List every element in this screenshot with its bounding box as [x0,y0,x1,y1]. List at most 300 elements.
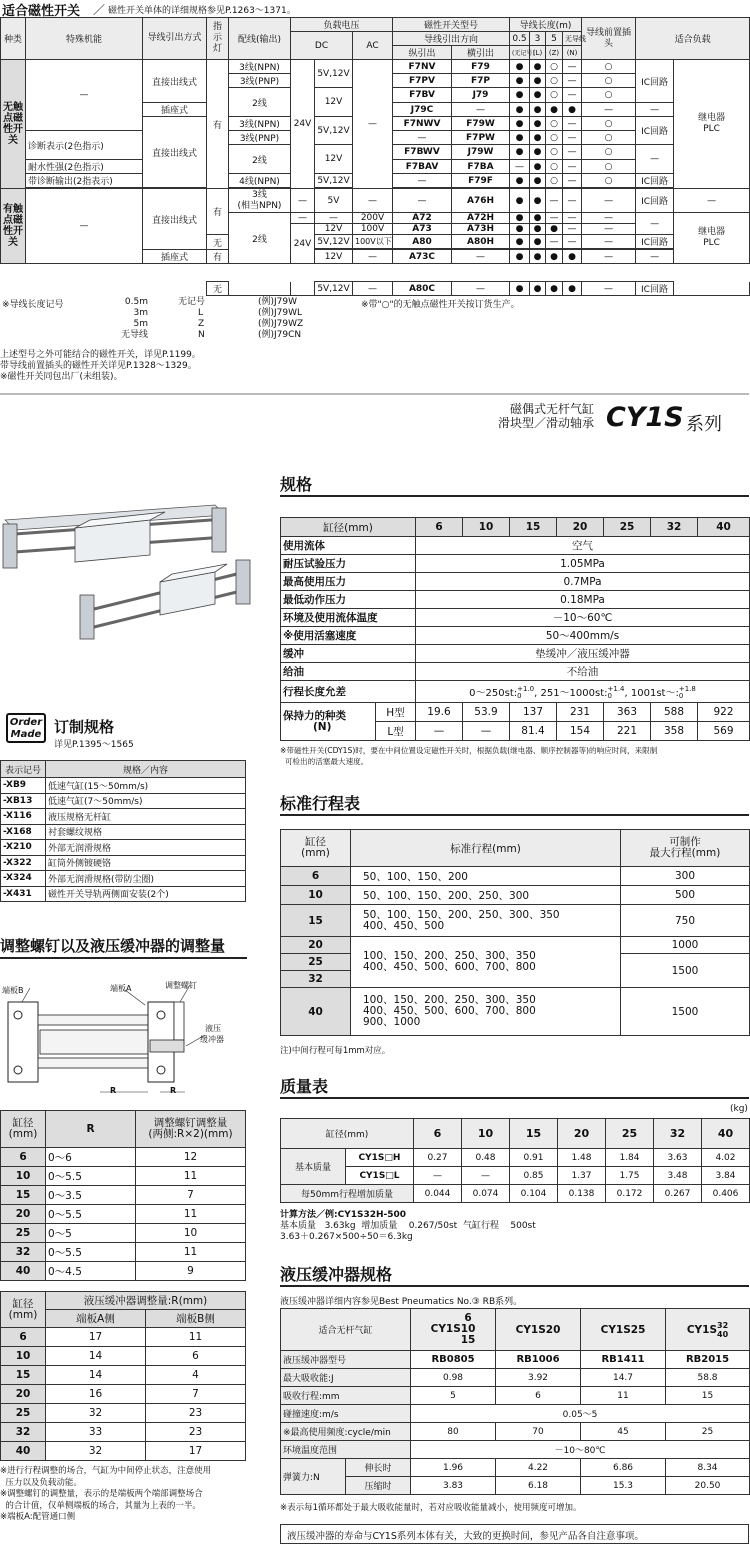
label-plate-b: 端板B [2,986,24,995]
shock-temp-label: 环境温度范围 [281,1441,411,1459]
feature-none-1: — [26,60,143,131]
load-dash: — [674,189,750,213]
wiring-3eq [229,189,291,213]
mark: ○ [546,60,563,74]
series-header [470,402,749,442]
mass-add: 0.406 [702,1185,750,1203]
t2-val-a: 14 [46,1366,146,1385]
th-lead: 导线引出方式 [143,18,207,60]
volt-100less: 100V以下 [353,235,393,249]
mass-bore: 32 [654,1119,702,1149]
stroke-list: 50、100、150、200 [351,867,621,886]
shock-cyl-a-main: CY1S10 [430,1323,476,1335]
mark: — [563,160,582,174]
t2-val-a: 33 [46,1423,146,1442]
th-l5: 5 [546,32,563,46]
volt-24-2: 24V [291,224,315,264]
volt-100: 100V [353,224,393,235]
th-lead-length: 导线长度(m) [510,18,582,32]
wiring-4npn: 4线(NPN) [229,174,291,188]
stroke-table [280,829,750,1036]
spec-l: 569 [698,722,750,741]
conn: — [582,282,636,296]
mark: — [563,117,582,131]
spec-bore-label: 缸径(mm) [281,518,416,537]
volt-12-2: 12V [315,145,353,174]
spec-l: — [463,722,510,741]
mark: ● [510,174,530,188]
t1-r: 0～5.5 [46,1167,136,1186]
load-relay: 继电器 [698,113,726,123]
spec-h: 19.6 [416,703,463,722]
stroke-max: 1500 [621,988,750,1036]
model-A72H: A72H [452,213,510,224]
order-col1: 表示记号 [1,761,46,778]
spec-l: 358 [651,722,698,741]
stroke-list: 50、100、150、200、250、300 [351,886,621,905]
spec-row-label: ※使用活塞速度 [281,627,416,645]
mark: — [563,74,582,88]
t1-col3-b: (两侧:R×2)(mm) [148,1128,233,1140]
tol: 0 [607,691,612,700]
shock-title: 液压缓冲器规格 [280,1265,393,1284]
mass-calc-2b: 增加质量 0.267/50st [361,1221,458,1231]
legend-len [100,297,148,341]
spec-row-value: 空气 [416,537,750,555]
spec-row-label: 最高使用压力 [281,573,416,591]
lead-connector-2: 插座式 [143,250,207,264]
mass-bore: 10 [462,1119,510,1149]
stroke-max: 1500 [621,954,750,988]
volt-200: 200V [353,213,393,224]
legend-len-item: 0.5m [124,297,148,307]
spec-l-type: L型 [376,722,416,741]
series-line2: 滑块型／滑动轴承 [497,416,594,430]
th-l05s: (无记号) [510,46,530,60]
label-shock-b: 缓冲器 [200,1035,224,1044]
t2-col1-a: 缸径 [12,1297,34,1310]
model-A73C: A73C [393,250,452,264]
order-desc: 衬套螺纹规格 [46,824,246,840]
stroke-line: 100、150、200、250、300、350 [363,994,536,1006]
stroke-max: 750 [621,905,750,937]
spec-row-value: 0.7MPa [416,573,750,591]
dash: — [353,250,393,264]
spec-row-label: 使用流体 [281,537,416,555]
stroke-col-bore-a: 缸径 [305,836,326,848]
wiring-3pnp-1: 3线(PNP) [229,74,291,88]
shock-energy: 3.92 [496,1369,581,1387]
series-desc [470,402,594,430]
mark: — [563,213,582,224]
order-code: -X431 [1,886,46,902]
legend-example-item: (例)J79WZ [258,319,304,329]
spec-table [280,517,750,741]
t1-bore: 6 [1,1148,46,1167]
lead-legend [0,297,749,347]
stroke-col-std: 标准行程(mm) [351,830,621,867]
legend-code-item: 无记号 [178,297,206,307]
volt-512-3: 5V,12V [315,174,353,188]
wiring-3pnp-2: 3线(PNP) [229,131,291,145]
indicator-yes-3: 有 [207,250,229,264]
volt-12-4: 12V [315,250,353,264]
kind-reed: 有触点磁性开关 [1,189,26,264]
spec-h: 231 [557,703,604,722]
mass-bore: 40 [702,1119,750,1149]
shock-compress: 6.18 [496,1477,581,1495]
mark: ● [510,250,530,264]
load-plc: PLC [703,124,720,134]
order-made-badge [6,713,46,743]
dash: — [393,131,452,145]
spec-row-value: 不给油 [416,663,750,681]
load-relay-plc-2 [674,213,750,264]
mass-l: 1.75 [606,1167,654,1185]
mass-add: 0.138 [558,1185,606,1203]
mark: ● [546,250,563,264]
mass-h: 1.48 [558,1149,606,1167]
stroke-line: 400、450、500、600、700、800 [363,1005,536,1017]
t2-val-b: 23 [146,1423,246,1442]
t1-r: 0～4.5 [46,1262,136,1281]
th-load-voltage: 负载电压 [291,18,393,32]
model-F7NWV: F7NWV [393,117,452,131]
mark: — [563,131,582,145]
conn: ○ [582,174,636,188]
adjust-drawing [0,980,247,1102]
mass-l: 3.48 [654,1167,702,1185]
mark: ○ [546,117,563,131]
conn: — [582,235,636,249]
t1-bore: 15 [1,1186,46,1205]
tol: +1.8 [678,684,696,693]
switch-note: 带导线前置插头的磁性开关详见P.1328～1329。 [0,361,197,371]
model-F79F: F79F [452,174,510,188]
shock-cyl-a-bot: 15 [460,1334,476,1346]
shock-cyl-b: CY1S20 [496,1309,581,1351]
switch-section-header [0,0,749,17]
mass-bore: 6 [414,1119,462,1149]
order-code: -X322 [1,855,46,871]
t2-val-b: 23 [146,1404,246,1423]
shock-model-label: 液压缓冲器型号 [281,1351,411,1369]
legend-code-item: N [198,330,205,340]
stroke-range: 0～250st: [469,687,518,699]
stroke-bore: 40 [281,988,351,1036]
t2-val-a: 16 [46,1385,146,1404]
shock-col0: 适合无杆气缸 [281,1309,411,1351]
mark: ● [510,145,530,160]
shock-energy: 0.98 [411,1369,496,1387]
volt-512-5: 5V,12V [315,282,353,296]
wiring-2w-3: 2线 [229,213,291,264]
dash: — [353,282,393,296]
mark: ● [510,103,530,117]
stroke-col-bore [281,830,351,867]
order-code: -X324 [1,871,46,887]
t1-col1-b: (mm) [8,1128,38,1140]
mark: ○ [546,88,563,103]
shock-stroke: 15 [666,1387,750,1405]
mark: ● [546,224,563,235]
mass-add: 0.074 [462,1185,510,1203]
stroke-list [351,988,621,1036]
t2-val-a: 32 [46,1404,146,1423]
order-title: 订制规格 [54,718,115,736]
mark: ● [530,103,546,117]
shock-note: ※表示每1循环都处于最大吸收能量时，若对应吸收能量减小，使用频度可增加。 [280,1503,582,1513]
mass-h: 0.48 [462,1149,510,1167]
tol: 0 [678,691,684,700]
wiring-3npn-2: 3线(NPN) [229,117,291,131]
mass-calc-2a: 基本质量 3.63kg [280,1221,356,1231]
mark: — [563,235,582,249]
dash: — [452,250,510,264]
stroke-note: 注)中间行程可每1mm对应。 [280,1046,391,1056]
dash: — [315,213,353,224]
stroke-range: 1001st～: [630,687,679,699]
mark: ○ [546,160,563,174]
mark: ○ [546,74,563,88]
spec-bore: 32 [651,518,698,537]
th-feature: 特殊机能 [26,18,143,60]
conn: ○ [582,74,636,88]
label-r1: R [110,1086,117,1095]
shock-stroke-label: 吸收行程:mm [281,1387,411,1405]
shock-extend: 1.96 [411,1459,496,1477]
spec-row-label: 耐压试验压力 [281,555,416,573]
spec-row-value: 0.18MPa [416,591,750,609]
mark: ● [530,213,546,224]
th-connector: 导线前置插头 [582,18,636,60]
th-dc: DC [291,32,353,60]
t2-bore: 10 [1,1347,46,1366]
spec-row-value: 垫缓冲／液压缓冲器 [416,645,750,663]
shock-extend: 8.34 [666,1459,750,1477]
kind-solid: 无触点磁性开关 [1,60,26,189]
load-plc: PLC [703,238,720,248]
mass-l: 3.84 [702,1167,750,1185]
cylinder-back [3,505,226,568]
t1-adj: 7 [136,1186,246,1205]
model-J79C: J79C [393,103,452,117]
spec-hold-text: 保持力的种类 [283,709,346,722]
shock-cyl-d-bot: 40 [717,1329,729,1339]
legend-code-item: L [198,308,204,318]
label-r2: R [170,1086,177,1095]
t2-val-a: 14 [46,1347,146,1366]
t2-val-b: 6 [146,1347,246,1366]
series-line1: 磁偶式无杆气缸 [509,402,594,416]
shock-freq: 45 [581,1423,666,1441]
shock-speed: 0.05～5 [411,1405,750,1423]
mark: ● [563,282,582,296]
conn: — [582,213,636,224]
stroke-bore: 10 [281,886,351,905]
volt-512-4: 5V,12V [315,235,353,249]
wiring-3eq-a: 3线 [252,189,267,200]
t1-col1-a: 缸径 [12,1117,34,1129]
shock-bottom-note [280,1524,749,1544]
badge-line1: Order [9,717,43,728]
shock-energy-label: 最大吸收能:J [281,1369,411,1387]
spec-bore: 6 [416,518,463,537]
model-F7PW: F7PW [452,131,510,145]
shock-stroke: 11 [581,1387,666,1405]
mark: ○ [546,174,563,188]
model-F7P: F7P [452,74,510,88]
t1-adj: 9 [136,1262,246,1281]
stroke-col-max-a: 可制作 [669,836,701,848]
dash: — [510,160,530,174]
conn: ○ [582,131,636,145]
shock-temp: －10～80℃ [411,1441,750,1459]
adjust-notes: ※进行行程调整的场合，气缸为中间停止状态，注意使用 压力以及负载动能。 ※调整螺钉的调整量，表示的是端板两个端部调整场合 的合计值，仅单侧端板的场合，其量为上表的一半。 ※端板A:配管通口侧 [0,1466,212,1522]
mark: ● [546,282,563,296]
model-A72: A72 [393,213,452,224]
legend-example-item: (例)J79CN [258,330,302,340]
load-ic-1: IC回路 [636,60,674,103]
model-F7BV: F7BV [393,88,452,103]
adjust-title-rule [0,957,247,959]
spec-stroke-label: 行程长度允差 [281,681,416,703]
t2-head: 液压缓冲器调整量:R(mm) [46,1292,246,1310]
load-ic-2: IC回路 [636,117,674,145]
mark: ● [510,60,530,74]
shock-cyl-d [666,1309,750,1351]
th-model: 磁性开关型号 [393,18,510,32]
t2-bore: 40 [1,1442,46,1461]
conn: ○ [582,160,636,174]
t1-adj: 11 [136,1167,246,1186]
order-code: -X210 [1,840,46,856]
spec-bore: 40 [698,518,750,537]
feature-none-2: — [26,189,143,264]
mark: ● [530,88,546,103]
th-lead-dir: 导线引出方向 [393,32,510,46]
volt-12-1: 12V [315,88,353,117]
spec-row-label: 环境及使用流体温度 [281,609,416,627]
legend-len-item: 3m [133,308,148,318]
legend-code [178,297,238,341]
mark: ● [530,117,546,131]
indicator-no-2: 无 [207,282,229,296]
th-lnone: 无导线 [563,32,582,46]
mark: ● [510,88,530,103]
volt-512-2: 5V,12V [315,117,353,145]
shock-stroke: 5 [411,1387,496,1405]
spec-bore: 10 [463,518,510,537]
spec-l: 154 [557,722,604,741]
mass-l: 0.85 [510,1167,558,1185]
stroke-col-max [621,830,750,867]
spec-hold-unit: (N) [313,720,332,733]
stroke-max: 1000 [621,937,750,954]
badge-line2: Made [10,729,42,740]
mark: ○ [546,131,563,145]
shock-freq: 80 [411,1423,496,1441]
stroke-line: 400、450、500 [363,919,445,932]
t2-col1 [1,1292,46,1328]
shock-model: RB2015 [666,1351,750,1369]
dash: — [393,174,452,188]
t1-adj: 12 [136,1148,246,1167]
th-indicator: 指示灯 [207,18,229,60]
t1-adj: 10 [136,1224,246,1243]
product-image [0,500,255,645]
mass-calc-3: 3.63＋0.267×500÷50＝6.3kg [280,1232,413,1242]
order-desc: 外部无润滑规格 [46,840,246,856]
t1-r: 0～5 [46,1224,136,1243]
mark: ● [530,189,546,213]
spec-h: 53.9 [463,703,510,722]
mass-bore: 25 [606,1119,654,1149]
t1-r: 0～6 [46,1148,136,1167]
th-l3: 3 [530,32,546,46]
t2-bore: 6 [1,1328,46,1347]
t1-r: 0～5.5 [46,1243,136,1262]
stroke-col-bore-b: (mm) [301,847,330,859]
stroke-line: 400、450、500、600、700、800 [363,961,536,973]
feature-diag-out: 带诊断输出(2指表示) [26,174,143,188]
page-divider [0,393,749,395]
stroke-bore: 25 [281,954,351,971]
t1-adj: 11 [136,1243,246,1262]
th-lnones: (N) [563,46,582,60]
order-code: -X168 [1,824,46,840]
model-A73: A73 [393,224,452,235]
shock-freq: 25 [666,1423,750,1441]
mark: ● [510,282,530,296]
spec-h-type: H型 [376,703,416,722]
model-F7PV: F7PV [393,74,452,88]
shock-speed-label: 碰撞速度:m/s [281,1405,411,1423]
shock-cyl-a-top: 6 [464,1312,472,1324]
t2-val-b: 11 [146,1328,246,1347]
dash: — [393,189,452,213]
model-J79W: J79W [452,145,510,160]
t2-val-b: 4 [146,1366,246,1385]
mark: — [563,174,582,188]
conn: ○ [582,60,636,74]
t2-val-b: 7 [146,1385,246,1404]
shock-cyl-a [411,1309,496,1351]
mass-h: 3.63 [654,1149,702,1167]
mass-base-label: 基本质量 [281,1149,346,1185]
t1-col3 [136,1111,246,1148]
mass-l: — [414,1167,462,1185]
spec-bore: 15 [510,518,557,537]
shock-compress: 15.3 [581,1477,666,1495]
dash: — [291,213,315,224]
mark: ● [510,74,530,88]
mark: ● [510,235,530,249]
load-ic-5: IC回路 [636,235,674,249]
model-F7BA: F7BA [452,160,510,174]
mark: — [546,189,563,213]
order-desc: 磁性开关导轨两侧面安装(2个) [46,886,246,902]
mark: ● [530,74,546,88]
load-ic-6: IC回路 [636,282,674,296]
load-relay-plc-1 [674,60,750,189]
mark: ● [510,224,530,235]
t2-bore: 25 [1,1404,46,1423]
shock-table [280,1308,750,1495]
switch-section-title: 适合磁性开关 [2,4,81,19]
conn: — [582,189,636,213]
t1-bore: 32 [1,1243,46,1262]
